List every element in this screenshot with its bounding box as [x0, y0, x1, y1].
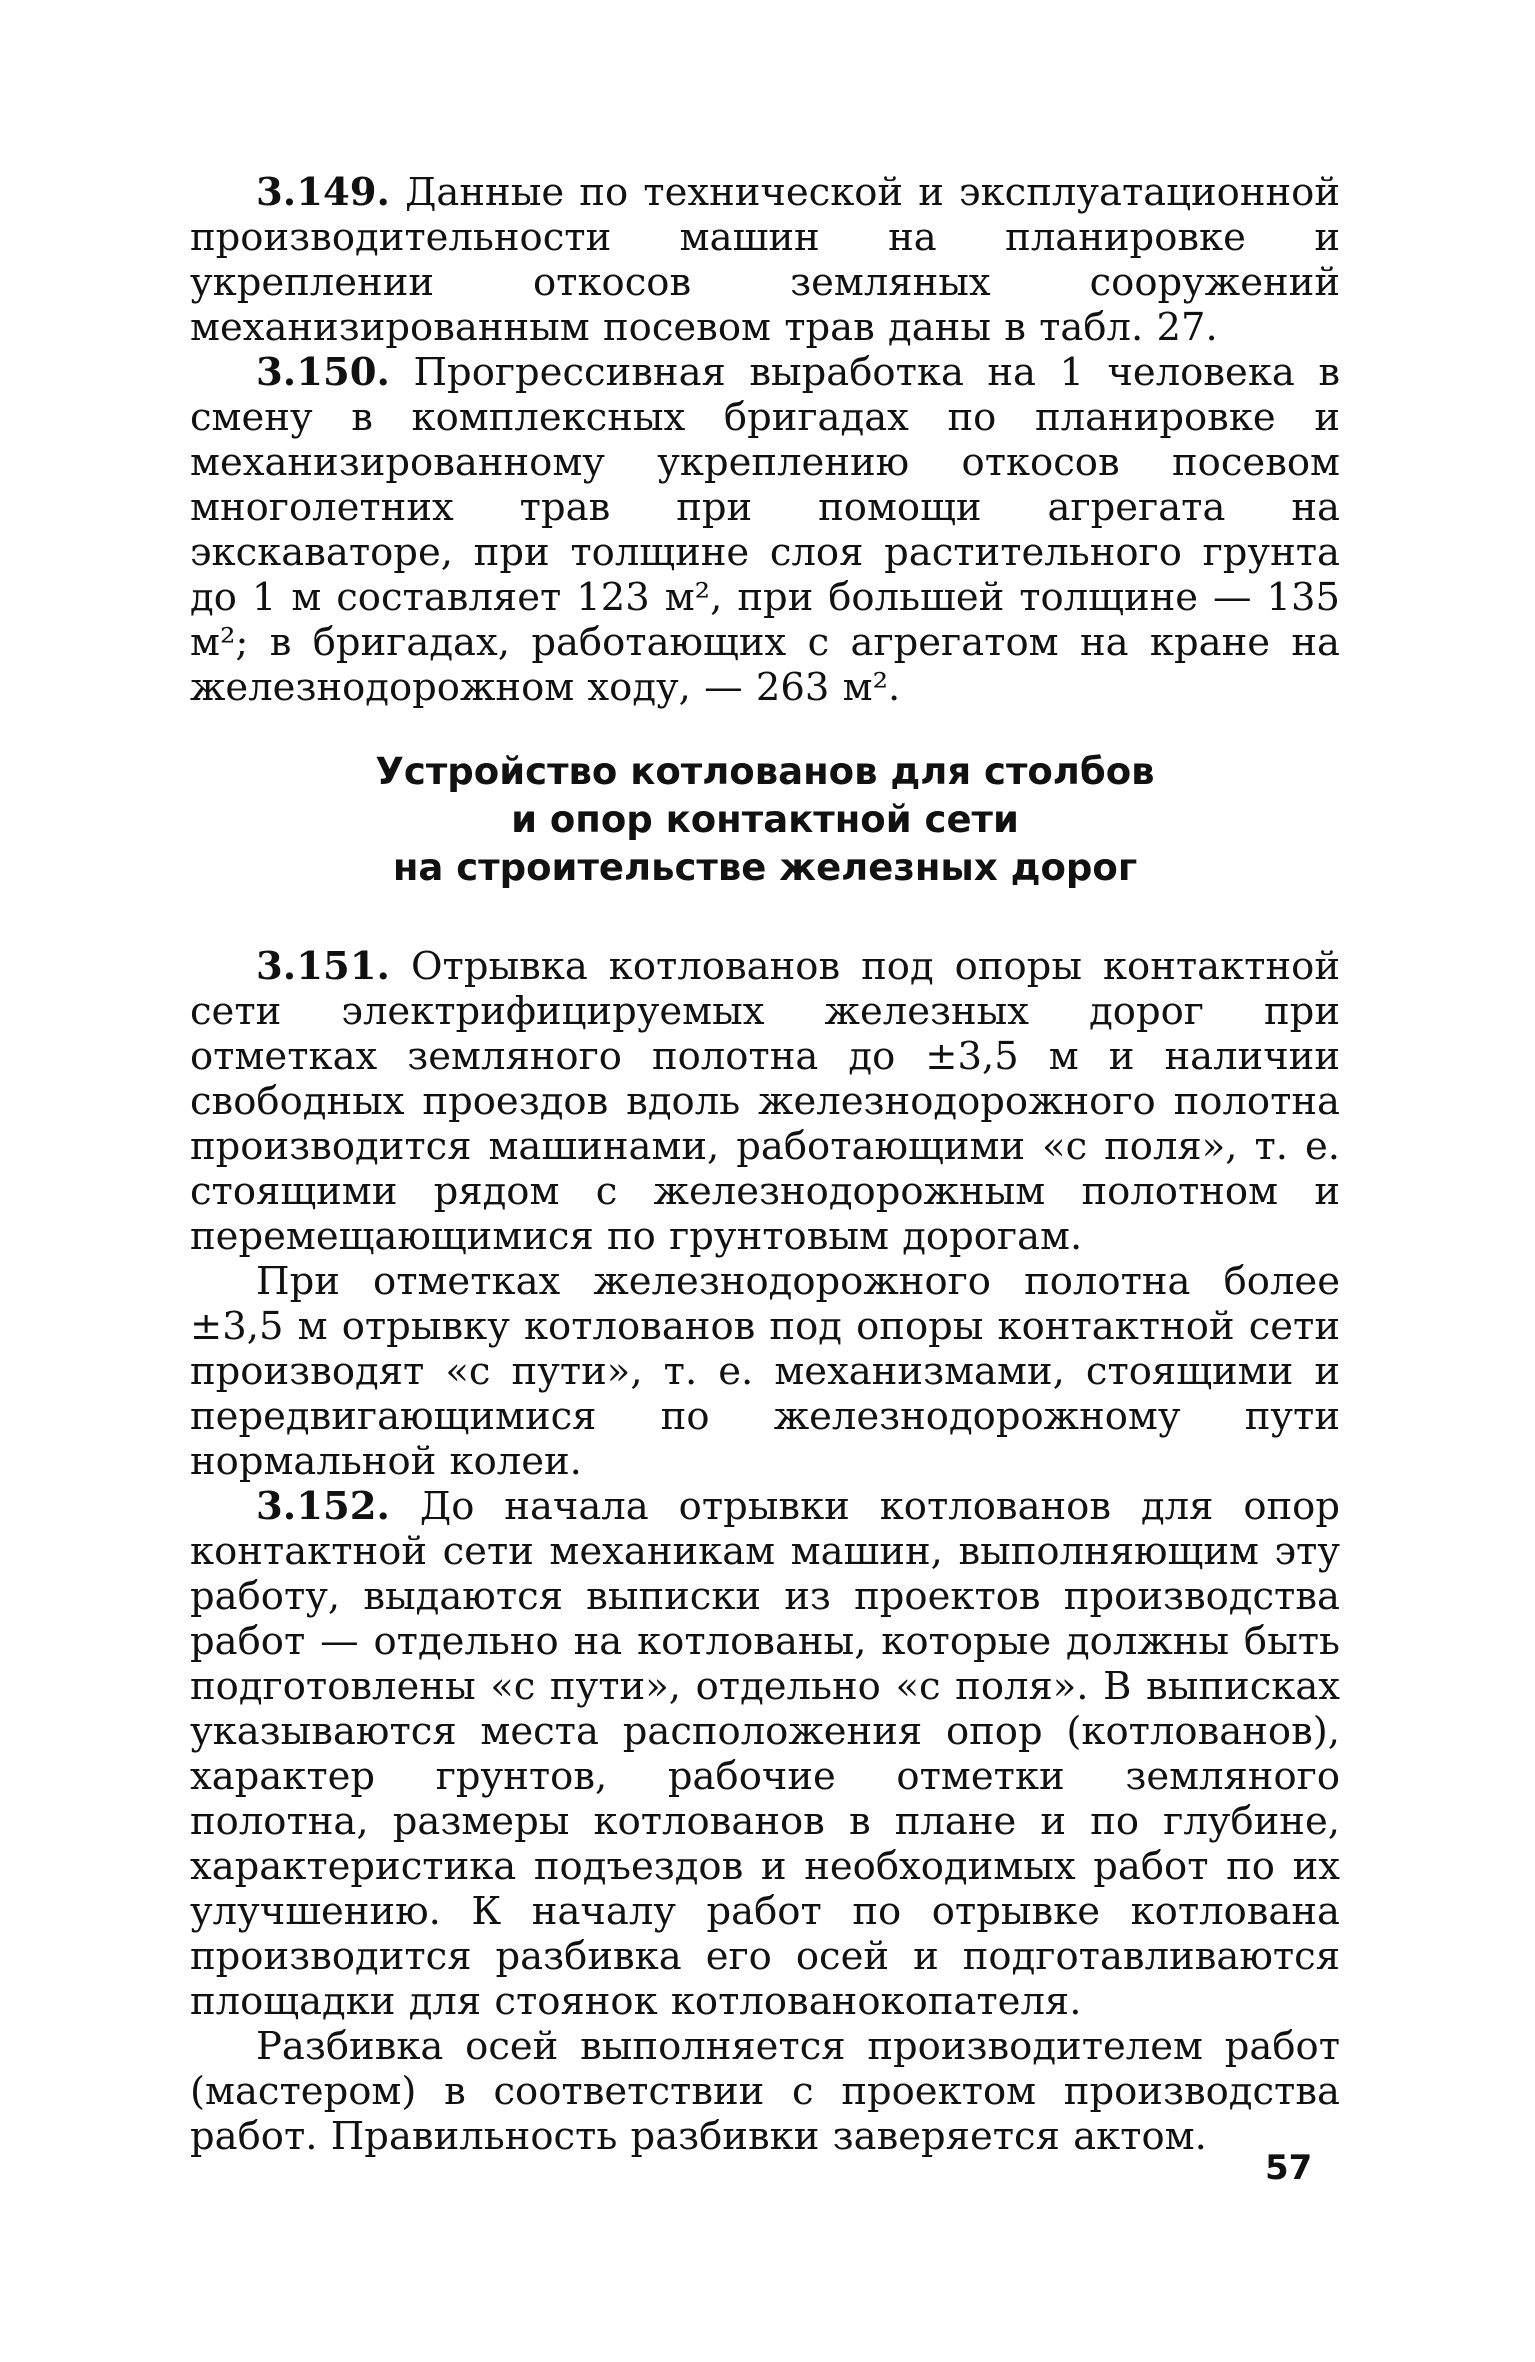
page-number: 57 [1265, 2148, 1313, 2188]
paragraph-text: Разбивка осей выполняется производителем работ (мастером) в соответствии с проектом производства работ. Правильность разбивки заверяется актом. [190, 2024, 1340, 2159]
paragraph-number: 3.149. [256, 170, 390, 215]
paragraph-3-152 [190, 1484, 1340, 2024]
heading-line-2: и опор контактной сети [511, 798, 1019, 841]
paragraph-3-149 [190, 170, 1340, 350]
paragraph-text: До начала отрывки котлованов для опор контактной сети механикам машин, выполняющим эту работу, выдаются выписки из проектов производства работ — отдельно на котлованы, которые должны быть подготовлены «с пути», отдельно «с поля». В выписках указываются места расположения опор (котлованов), характер грунтов, рабочие отметки земляного полотна, размеры котлованов в плане и по глубине, характеристика подъездов и необходимых работ по их улучшению. К началу работ по отрывке котлована производится разбивка его осей и подготавливаются площадки для стоянок котлованокопателя. [190, 1484, 1340, 2024]
paragraph-number: 3.151. [256, 944, 390, 989]
paragraph-number: 3.152. [256, 1484, 390, 1529]
paragraph-text: Прогрессивная выработка на 1 человека в смену в комплексных бригадах по планировке и механизированному укреплению откосов посевом многолетних трав при помощи агрегата на экскаваторе, при толщине слоя растительного грунта до 1 м составляет 123 м², при большей толщине — 135 м²; в бригадах, работающих с агрегатом на кране на железнодорожном ходу, — 263 м². [190, 350, 1340, 710]
paragraph-3-152-continued [190, 2024, 1340, 2159]
heading-line-1: Устройство котлованов для столбов [375, 750, 1155, 793]
section-heading [190, 748, 1340, 892]
page-body [190, 170, 1340, 2159]
paragraph-text: Данные по технической и эксплуатационной производительности машин на планировке и укреплении откосов земляных сооружений механизированным посевом трав даны в табл. 27. [190, 170, 1340, 350]
paragraph-number: 3.150. [256, 350, 390, 395]
paragraph-3-151 [190, 944, 1340, 1259]
paragraph-3-150 [190, 350, 1340, 710]
heading-line-3: на строительстве железных дорог [392, 846, 1138, 889]
paragraph-3-151-continued [190, 1259, 1340, 1484]
paragraph-text: При отметках железнодорожного полотна более ±3,5 м отрывку котлованов под опоры контактной сети производят «с пути», т. е. механизмами, стоящими и передвигающимися по железнодорожному пути нормальной колеи. [190, 1259, 1340, 1484]
paragraph-text: Отрывка котлованов под опоры контактной сети электрифицируемых железных дорог при отметках земляного полотна до ±3,5 м и наличии свободных проездов вдоль железнодорожного полотна производится машинами, работающими «с поля», т. е. стоящими рядом с железнодорожным полотном и перемещающимися по грунтовым дорогам. [190, 944, 1340, 1259]
